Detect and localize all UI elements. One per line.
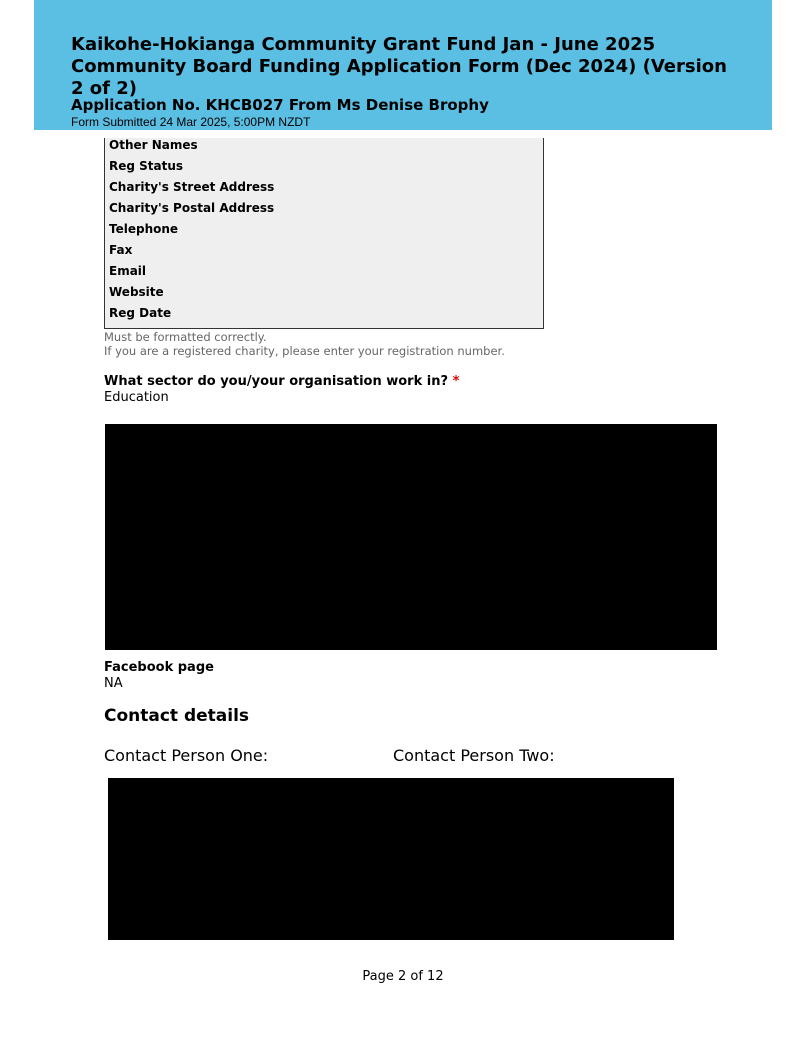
registration-hint: If you are a registered charity, please enter your registration number. [104,344,505,358]
charity-field-fax: Fax [109,243,133,257]
redacted-block [108,778,674,940]
facebook-value: NA [104,676,123,691]
charity-field-website: Website [109,285,164,299]
charity-field-postal-address: Charity's Postal Address [109,201,275,215]
sector-question [104,374,459,389]
charity-field-reg-status: Reg Status [109,159,184,173]
charity-field-email: Email [109,264,147,278]
charity-details-box [104,138,544,329]
sector-answer: Education [104,390,169,405]
charity-field-telephone: Telephone [109,222,179,236]
charity-field-reg-date: Reg Date [109,306,172,320]
form-title: Kaikohe-Hokianga Community Grant Fund Jan - June 2025 Community Board Funding Application Form (Dec 2024) (Version 2 of 2) [71,34,727,99]
submission-date: Form Submitted 24 Mar 2025, 5:00PM NZDT [71,115,311,129]
contact-person-one-heading: Contact Person One: [104,746,269,765]
redacted-block [105,424,717,650]
charity-field-other-names: Other Names [109,138,198,152]
charity-field-street-address: Charity's Street Address [109,180,275,194]
contact-person-two-heading: Contact Person Two: [393,746,555,765]
contact-details-heading: Contact details [104,706,250,726]
page-number: Page 2 of 12 [362,969,444,984]
format-hint: Must be formatted correctly. [104,330,267,344]
required-asterisk: * [452,374,460,389]
facebook-label: Facebook page [104,660,214,675]
application-number: Application No. KHCB027 From Ms Denise Brophy [71,96,489,114]
sector-question-text: What sector do you/your organisation work in? [104,374,449,389]
